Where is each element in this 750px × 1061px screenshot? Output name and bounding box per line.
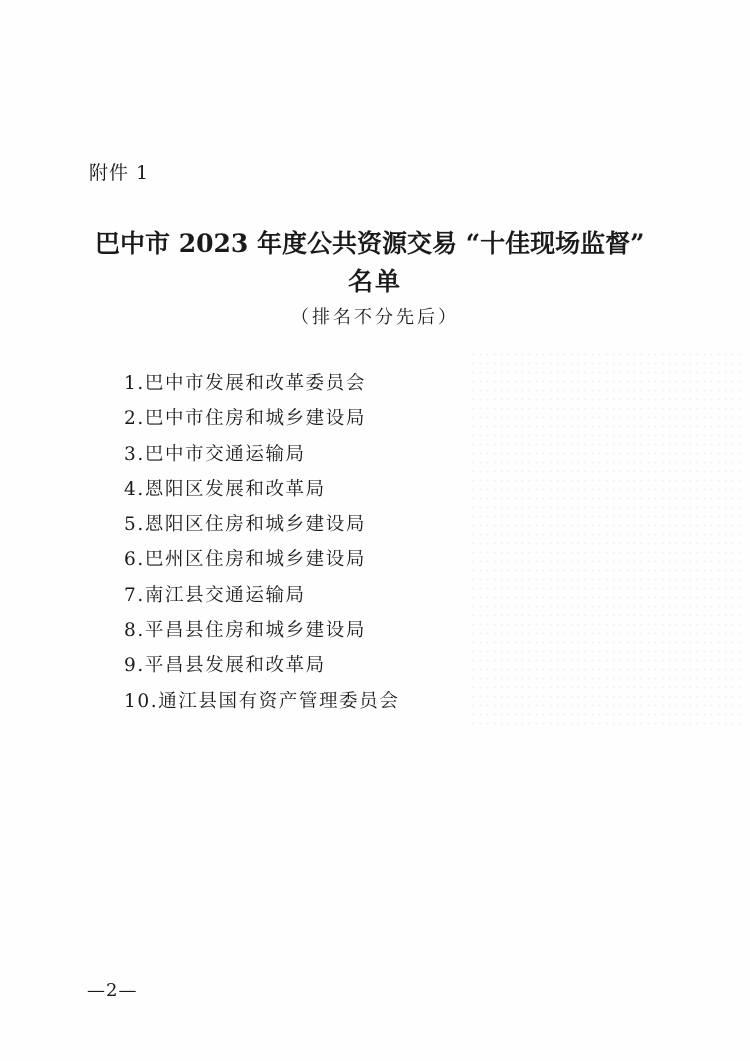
award-list <box>124 370 399 723</box>
document-title-continued: 名单 <box>347 267 402 296</box>
attachment-label: 附件 1 <box>89 162 150 184</box>
list-item: 3.巴中市交通运输局 <box>124 443 306 465</box>
list-item: 8.平昌县住房和城乡建设局 <box>124 620 366 642</box>
list-item: 4.恩阳区发展和改革局 <box>124 478 326 500</box>
list-item: 1.巴中市发展和改革委员会 <box>124 373 366 394</box>
list-item: 5.恩阳区住房和城乡建设局 <box>124 514 366 536</box>
list-item: 9.平昌县发展和改革局 <box>124 655 326 677</box>
scan-noise <box>470 350 740 730</box>
list-item: 2.巴中市住房和城乡建设局 <box>124 408 366 430</box>
list-item: 7.南江县交通运输局 <box>124 584 306 606</box>
page-number: —2— <box>87 980 138 1001</box>
list-item: 6.巴州区住房和城乡建设局 <box>124 549 366 571</box>
document-title: 巴中市 2023 年度公共资源交易 “十佳现场监督” <box>95 229 645 258</box>
document-subtitle: （排名不分先后） <box>291 307 459 328</box>
list-item: 10.通江县国有资产管理委员会 <box>124 690 400 712</box>
